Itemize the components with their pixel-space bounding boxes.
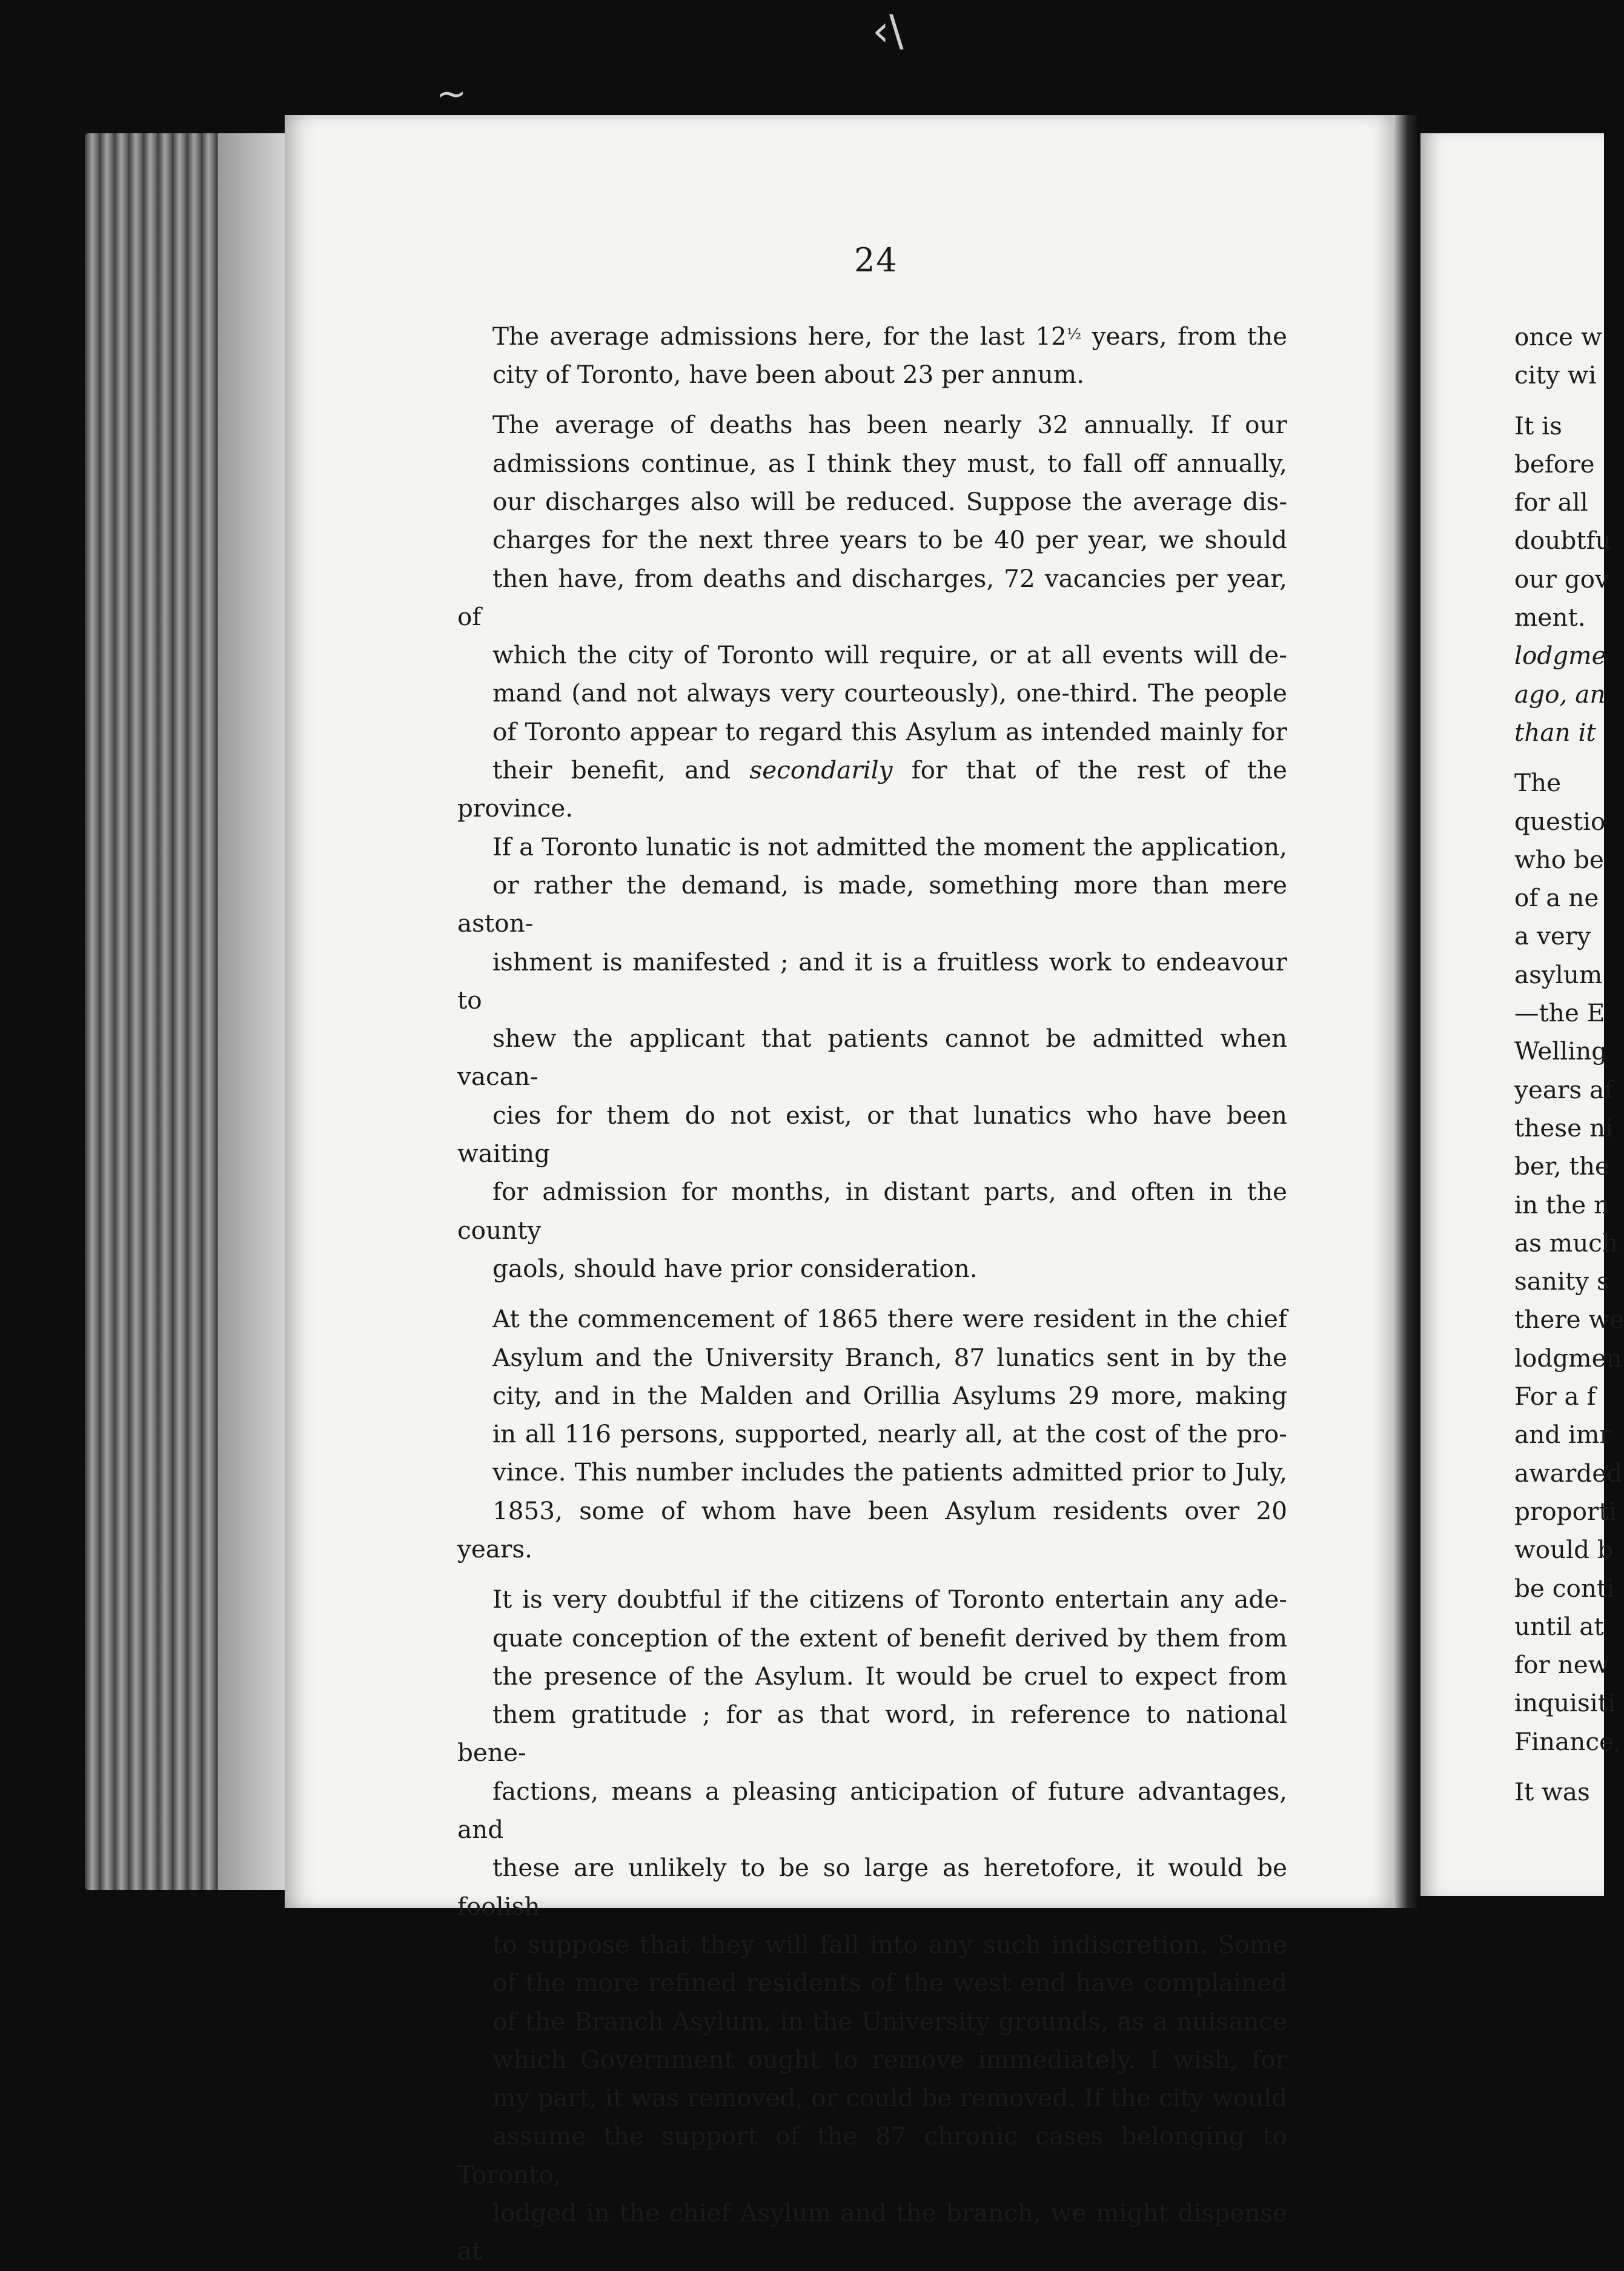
facing-text-line: ago, an — [1514, 679, 1606, 709]
facing-text-line: city wi — [1514, 360, 1597, 390]
page-number: 24 — [854, 241, 898, 279]
text-line: factions, means a pleasing anticipation of future advantages, and — [457, 1776, 1287, 1845]
facing-text-line: For a f — [1514, 1382, 1596, 1411]
text-line: of Toronto appear to regard this Asylum as intended mainly for — [492, 717, 1287, 746]
text-line: admissions continue, as I think they must, to fall off annually, — [492, 448, 1287, 478]
text-line: At the commencement of 1865 there were resident in the chief — [492, 1304, 1287, 1334]
facing-text-line: for all — [1514, 488, 1588, 517]
text-line: gaols, should have prior consideration. — [492, 1253, 978, 1283]
facing-text-line: who be — [1514, 844, 1604, 874]
facing-text-line: inquisiti — [1514, 1688, 1616, 1718]
facing-text-line: be conti — [1514, 1573, 1615, 1603]
facing-text-line: years af — [1514, 1075, 1614, 1104]
facing-text-line: our gov — [1514, 564, 1609, 594]
facing-text-line: ment. — [1514, 603, 1586, 632]
text-line: ishment is manifested ; and it is a fruitless work to endeavour to — [457, 947, 1287, 1015]
text-line: city of Toronto, have been about 23 per annum. — [492, 360, 1085, 390]
facing-text-line: questio — [1514, 806, 1606, 836]
text-line: lodged in the chief Asylum and the branch, we might dispense at — [457, 2198, 1287, 2266]
facing-text-line: for new — [1514, 1650, 1609, 1680]
facing-text-line: sanity s — [1514, 1267, 1609, 1296]
text-line: quate conception of the extent of benefit derived by them from — [492, 1623, 1287, 1653]
text-line: mand (and not always very courteously), one-third. The people — [492, 678, 1287, 708]
facing-text-line: It is — [1514, 411, 1562, 440]
book-page-edges — [85, 133, 291, 1890]
text-line: shew the applicant that patients cannot be admitted when vacan- — [457, 1024, 1287, 1092]
facing-text-line: It was — [1514, 1777, 1590, 1806]
text-line: my part, it was removed, or could be removed. If the city would — [492, 2083, 1287, 2113]
facing-text-line: in the n — [1514, 1190, 1610, 1219]
paragraph — [457, 406, 1287, 1288]
facing-text-line: once w — [1514, 322, 1602, 351]
book-gutter — [1393, 115, 1417, 1908]
text-line: charges for the next three years to be 40 per year, we should — [492, 525, 1287, 555]
facing-text-line: lodgmen — [1514, 1343, 1622, 1373]
facing-text-line: Finance, — [1514, 1726, 1622, 1756]
text-line: vince. This number includes the patients admitted prior to July, — [492, 1457, 1287, 1487]
text-line: Asylum and the University Branch, 87 lunatics sent in by the — [492, 1342, 1287, 1372]
text-line: or rather the demand, is made, something more than mere aston- — [457, 870, 1287, 938]
facing-text-line: there we — [1514, 1305, 1624, 1334]
text-line: the presence of the Asylum. It would be cruel to expect from — [492, 1661, 1287, 1691]
facing-text-line: The — [1514, 768, 1562, 798]
facing-text-line: a very — [1514, 921, 1591, 951]
facing-text-line: asylum — [1514, 960, 1603, 989]
facing-text-line: lodgme — [1514, 641, 1606, 671]
facing-text-line: before — [1514, 449, 1595, 479]
text-line: assume the support of the 87 chronic cases belonging to Toronto, — [457, 2121, 1287, 2189]
fraction: ½ — [1066, 325, 1082, 343]
paragraph — [457, 315, 1287, 394]
paragraph — [457, 1300, 1287, 1568]
facing-text-line: Welling — [1514, 1036, 1608, 1066]
film-mark-top: ‹\ — [872, 6, 904, 56]
facing-text-line: doubtfu — [1514, 526, 1611, 555]
facing-text-line: ber, the — [1514, 1152, 1609, 1181]
text-line: to suppose that they will fall into any such indiscretion. Some — [492, 1929, 1287, 1959]
facing-text-line: —the E — [1514, 998, 1605, 1028]
facing-text-line: and imr — [1514, 1420, 1611, 1450]
text-line: which the city of Toronto will require, or at all events will de- — [492, 640, 1287, 670]
text-line: them gratitude ; for as that word, in reference to national bene- — [457, 1700, 1287, 1768]
facing-text-line: these ni — [1514, 1113, 1613, 1142]
text-line: these are unlikely to be so large as heretofore, it would be foolish — [457, 1853, 1287, 1921]
text-line: cies for them do not exist, or that lunatics who have been waiting — [457, 1100, 1287, 1169]
text-line: our discharges also will be reduced. Suppose the average dis- — [492, 486, 1287, 516]
italic-word: secondarily — [749, 755, 893, 785]
text-line: their benefit, and secondarily for that of the rest of the province. — [457, 755, 1287, 823]
text-line: which Government ought to remove immediately. I wish, for — [492, 2044, 1287, 2074]
facing-text-line: awarded — [1514, 1458, 1623, 1488]
facing-text-line: as much — [1514, 1228, 1619, 1258]
film-mark-left: ~ — [436, 73, 467, 115]
text-line: of the more refined residents of the west end have complained — [492, 1968, 1287, 1998]
text-line: 1853, some of whom have been Asylum residents over 20 years. — [457, 1496, 1287, 1563]
page-body-text — [457, 315, 1287, 2271]
facing-text-line: of a ne — [1514, 883, 1599, 913]
text-line: The average of deaths has been nearly 32 annually. If our — [492, 410, 1287, 440]
text-line: The average admissions here, for the last $12^{\frac{1}{2}}$ years, from the — [492, 321, 1287, 351]
text-line: If a Toronto lunatic is not admitted the moment the application, — [492, 832, 1287, 861]
paragraph — [457, 1580, 1287, 2270]
facing-text-line: than it — [1514, 717, 1596, 747]
facing-text-line: until at — [1514, 1611, 1604, 1641]
facing-text-line: proporti — [1514, 1496, 1617, 1526]
facing-page-text — [1514, 318, 1624, 1811]
text-line: city, and in the Malden and Orillia Asylums 29 more, making — [492, 1381, 1287, 1410]
text-line: then have, from deaths and discharges, 72 vacancies per year, of — [457, 563, 1287, 631]
text-line: in all 116 persons, supported, nearly all, at the cost of the pro- — [492, 1419, 1287, 1449]
text-line: It is very doubtful if the citizens of Toronto entertain any ade- — [492, 1585, 1287, 1614]
facing-text-line: would b — [1514, 1535, 1613, 1565]
text-line: for admission for months, in distant parts, and often in the county — [457, 1177, 1287, 1245]
text-line: of the Branch Asylum, in the University grounds, as a nuisance — [492, 2006, 1287, 2036]
